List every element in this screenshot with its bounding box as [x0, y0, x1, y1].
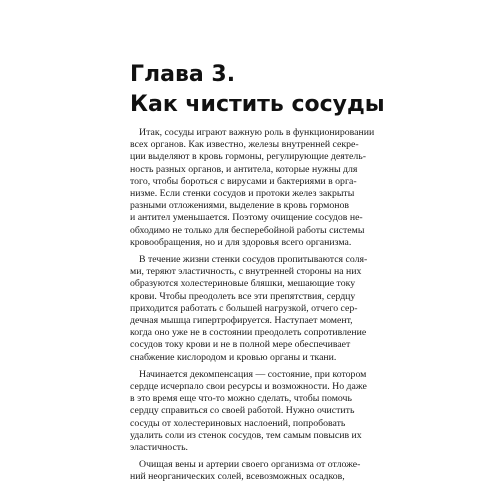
text-line: Итак, сосуды играют важную роль в функционировании — [139, 127, 375, 138]
text-line: В течение жизни стенки сосудов пропитываются соля- — [139, 254, 368, 266]
text-line: сосудов току крови и не в полной мере обеспечивает — [130, 339, 351, 351]
text-line: обходимо не только для бесперебойной работы системы — [130, 224, 365, 236]
text-line: дечная мышца гипертрофируется. Наступает момент, — [130, 315, 353, 327]
text-line: в это время еще что-то можно сделать, чтобы помочь — [130, 393, 352, 405]
text-line: ми, теряют эластичность, с внутренней стороны на них — [130, 266, 362, 278]
text-line: приходится работать с большей нагрузкой, отчего сер- — [130, 302, 358, 314]
text-line: сердцу справиться со своей работой. Нужно очистить — [130, 405, 355, 417]
chapter-number: Глава 3. — [130, 62, 236, 87]
paragraph-3 — [130, 369, 370, 454]
paragraph-1 — [130, 127, 375, 249]
text-line: Начинается декомпенсация — состояние, при котором — [139, 368, 367, 380]
text-line: ность разных органов, и антитела, которые нужны для — [130, 163, 358, 175]
text-line: Очищая вены и артерии своего организма от отложе- — [139, 459, 361, 471]
text-line: образуются холестериновые бляшки, мешающие току — [130, 278, 356, 290]
chapter-heading — [130, 60, 450, 120]
text-line: разными отложениями, выделение в кровь гормонов — [130, 200, 350, 212]
text-line: всех органов. Как известно, железы внутренней секре- — [130, 139, 359, 151]
text-line: и антител уменьшается. Поэтому очищение сосудов не- — [130, 212, 363, 224]
paragraph-4 — [130, 459, 370, 483]
text-line: того, чтобы бороться с вирусами и бактериями в орга- — [130, 175, 357, 187]
text-line: ний неорганических солей, всевозможных осадков, — [130, 471, 345, 483]
text-line: крови. Чтобы преодолеть все эти препятствия, сердцу — [130, 290, 356, 302]
text-line: низме. Если стенки сосудов и протоки желез закрыты — [130, 188, 355, 200]
text-line: сердце исчерпало свои ресурсы и возможности. Но даже — [130, 381, 367, 393]
text-line: снабжение кислородом и кровью органы и ткани. — [130, 351, 337, 363]
text-line: ции выделяют в кровь гормоны, регулирующие деятель- — [130, 151, 366, 163]
text-line: эластичность. — [130, 442, 188, 454]
text-line: кровообращения, но и для здоровья всего организма. — [130, 236, 352, 248]
body-text — [130, 127, 375, 489]
text-line: удалить соли из стенок сосудов, тем самым повысив их — [130, 429, 362, 441]
chapter-title: Как чистить сосуды — [130, 92, 385, 117]
paragraph-2 — [130, 254, 370, 364]
text-line: сосуды от холестериновых наслоений, попробовать — [130, 417, 346, 429]
text-line: когда оно уже не в состоянии преодолеть сопротивление — [130, 327, 367, 339]
